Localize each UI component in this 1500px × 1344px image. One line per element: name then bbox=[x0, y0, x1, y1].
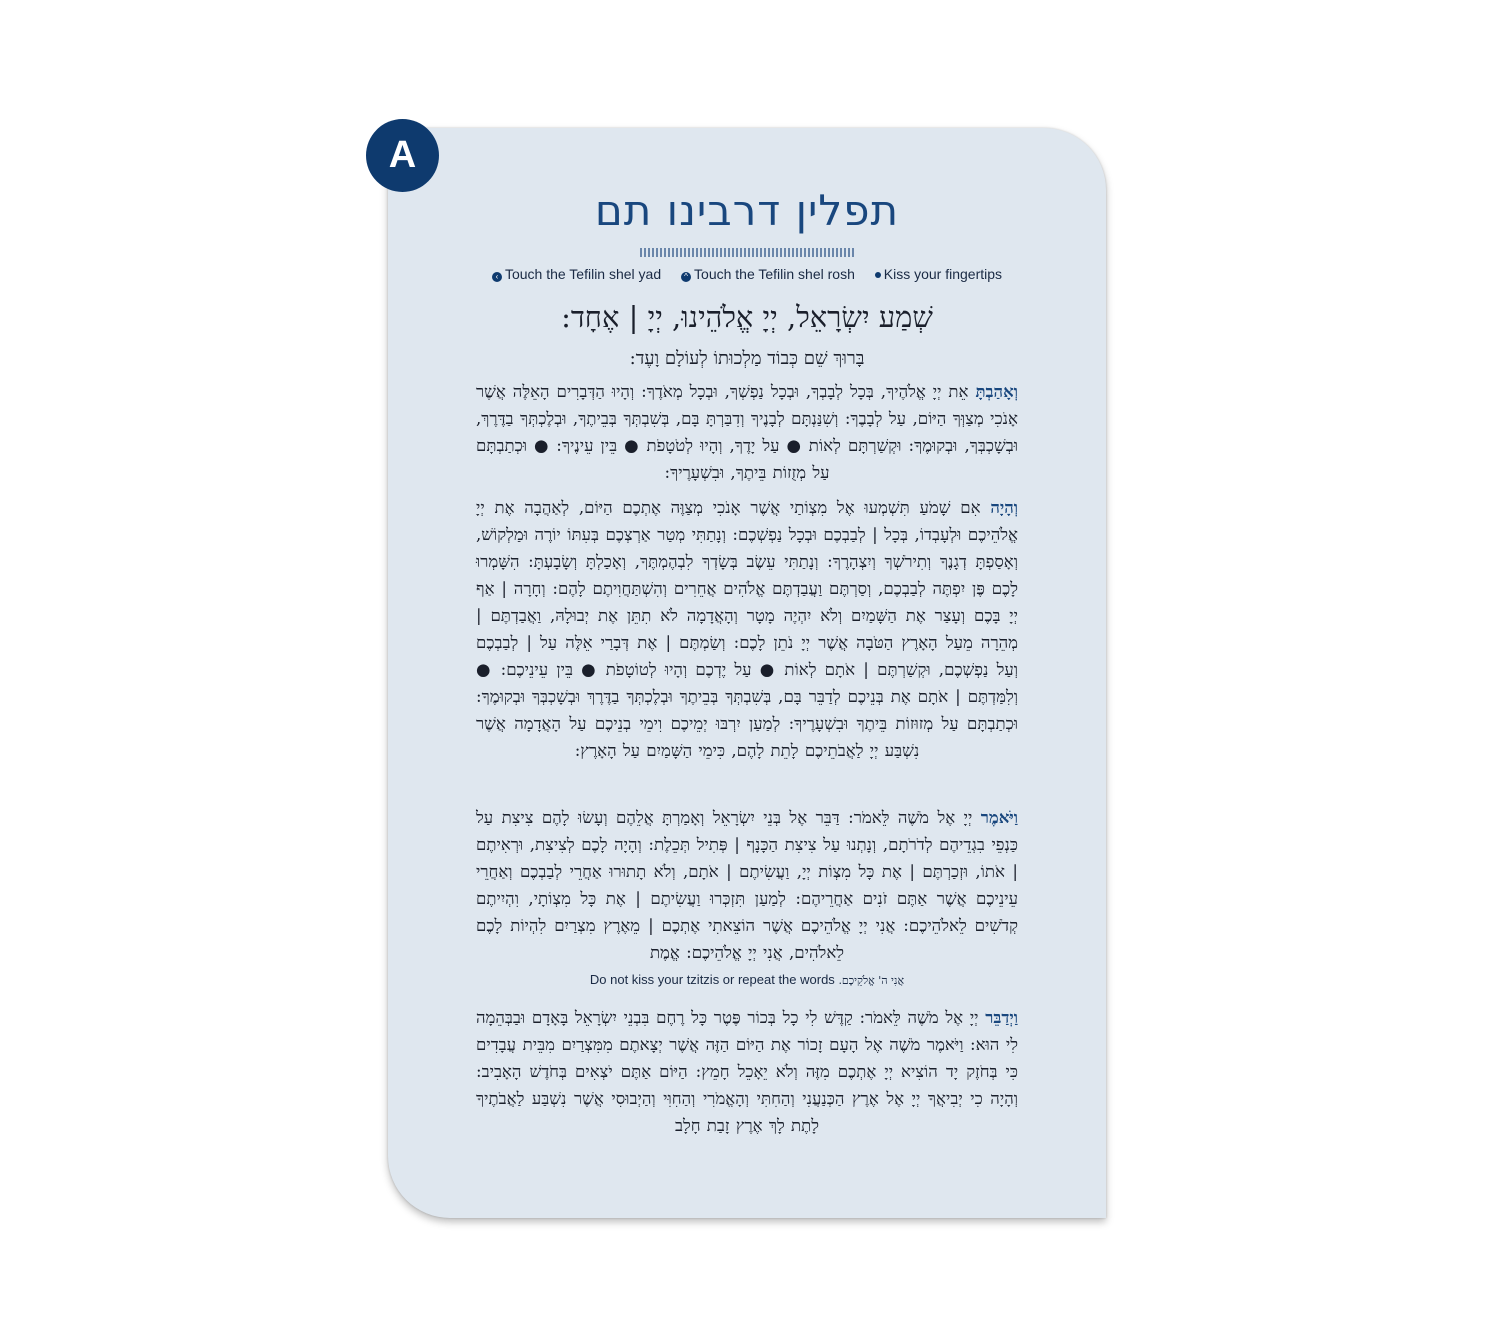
arrow-up-icon: ^ bbox=[681, 272, 691, 282]
paragraph-lead: וַיֹּאמֶר bbox=[980, 807, 1018, 827]
paragraph-vayomer bbox=[476, 804, 1018, 966]
shema-line: שְׁמַע יִשְׂרָאֵל, יְיָ אֱלֹהֵינוּ, יְיָ | אֶחָד: bbox=[561, 300, 933, 334]
tzitzis-note bbox=[388, 972, 1106, 987]
paragraph-text: יְיָ אֶל מֹשֶׁה לֵּאמֹר: דַּבֵּר אֶל בְּנֵי יִשְׂרָאֵל וְאָמַרְתָּ אֲלֵהֶם וְעָשׂוּ לָהֶם צִיצִת עַל כַּנְפֵי בִגְדֵיהֶם לְדֹרֹתָם, וְנָתְנוּ עַל צִיצִת הַכָּנָף | פְּתִיל תְּכֵלֶת: וְהָיָה לָכֶם לְצִיצִת, וּרְאִיתֶם | אֹתוֹ, וּזְכַרְתֶּם | אֶת כָּל מִצְוֹת יְיָ, וַעֲשִׂיתֶם | אֹתָם, וְלֹא תָתוּרוּ אַחֲרֵי לְבַבְכֶם וְאַחֲרֵי עֵינֵיכֶם אֲשֶׁר אַתֶּם זֹנִים אַחֲרֵיהֶם: לְמַעַן תִּזְכְּרוּ וַעֲשִׂיתֶם | אֶת כָּל מִצְוֹתָי, וִהְיִיתֶם קְדֹשִׁים לֵאלֹהֵיכֶם: אֲנִי יְיָ אֱלֹהֵיכֶם אֲשֶׁר הוֹצֵאתִי אֶתְכֶם | מֵאֶרֶץ מִצְרַיִם לִהְיוֹת לָכֶם לֵאלֹהִים, אֲנִי יְיָ אֱלֹהֵיכֶם: אֱמֶת bbox=[476, 808, 1018, 962]
paragraph-lead: וַיְדַבֵּר bbox=[985, 1007, 1019, 1027]
legend-yad-label: Touch the Tefilin shel yad bbox=[504, 266, 662, 282]
paragraph-text: אִם שָׁמֹעַ תִּשְׁמְעוּ אֶל מִצְוֹתַי אֲשֶׁר אָנֹכִי מְצַוֶּה אֶתְכֶם הַיּוֹם, לְאַהֲבָה אֶת יְיָ אֱלֹהֵיכֶם וּלְעָבְדוֹ, בְּכָל | לְבַבְכֶם וּבְכָל נַפְשְׁכֶם: וְנָתַתִּי מְטַר אַרְצְכֶם בְּעִתּוֹ יוֹרֶה וּמַלְקוֹשׁ, וְאָסַפְתָּ דְגָנֶךָ וְתִירֹשְׁךָ וְיִצְהָרֶךָ: וְנָתַתִּי עֵשֶׂב בְּשָׂדְךָ לִבְהֶמְתֶּךָ, וְאָכַלְתָּ וְשָׂבָעְתָּ: הִשָּׁמְרוּ לָכֶם פֶּן יִפְתֶּה לְבַבְכֶם, וְסַרְתֶּם וַעֲבַדְתֶּם אֱלֹהִים אֲחֵרִים וְהִשְׁתַּחֲוִיתֶם לָהֶם: וְחָרָה | אַף יְיָ בָּכֶם וְעָצַר אֶת הַשָּׁמַיִם וְלֹא יִהְיֶה מָטָר וְהָאֲדָמָה לֹא תִתֵּן אֶת יְבוּלָהּ, וַאֲבַדְתֶּם | מְהֵרָה מֵעַל הָאָרֶץ הַטֹּבָה אֲשֶׁר יְיָ נֹתֵן לָכֶם: וְשַׂמְתֶּם | אֶת דְּבָרַי אֵלֶּה עַל | לְבַבְכֶם וְעַל נַפְשְׁכֶם, וּקְשַׁרְתֶּם | אֹתָם לְאוֹת ● עַל יֶדְכֶם וְהָיוּ לְטוֹטָפֹת ● בֵּין עֵינֵיכֶם: ● וְלִמַּדְתֶּם | אֹתָם אֶת בְּנֵיכֶם לְדַבֵּר בָּם, בְּשִׁבְתְּךָ בְּבֵיתֶךָ וּבְלֶכְתְּךָ בַדֶּרֶךְ וּבְשָׁכְבְּךָ וּבְקוּמֶךָ: וּכְתַבְתָּם עַל מְזוּזוֹת בֵּיתֶךָ וּבִשְׁעָרֶיךָ: לְמַעַן יִרְבּוּ יְמֵיכֶם וִימֵי בְנֵיכֶם עַל הָאֲדָמָה אֲשֶׁר נִשְׁבַּע יְיָ לַאֲבֹתֵיכֶם לָתֵת לָהֶם, כִּימֵי הַשָּׁמַיִם עַל הָאָרֶץ: bbox=[476, 498, 1018, 760]
paragraph-veahavta bbox=[476, 378, 1018, 486]
paragraph-lead: וְאָהַבְתָּ bbox=[975, 381, 1018, 401]
paragraph-lead: וְהָיָה bbox=[990, 497, 1018, 517]
legend-rosh-label: Touch the Tefilin shel rosh bbox=[694, 266, 855, 282]
card-title: תפלין דרבינו תם bbox=[594, 186, 900, 235]
tefilin-card bbox=[388, 128, 1106, 1218]
paragraph-text: יְיָ אֶל מֹשֶׁה לֵּאמֹר: קַדֶּשׁ לִי כָל בְּכוֹר פֶּטֶר כָּל רֶחֶם בִּבְנֵי יִשְׂרָאֵל בָּאָדָם וּבַבְּהֵמָה לִי הוּא: וַיֹּאמֶר מֹשֶׁה אֶל הָעָם זָכוֹר אֶת הַיּוֹם הַזֶּה אֲשֶׁר יְצָאתֶם מִמִּצְרַיִם מִבֵּית עֲבָדִים כִּי בְּחֹזֶק יָד הוֹצִיא יְיָ אֶתְכֶם מִזֶּה וְלֹא יֵאָכֵל חָמֵץ: הַיּוֹם אַתֶּם יֹצְאִים בְּחֹדֶשׁ הָאָבִיב: וְהָיָה כִי יְבִיאֲךָ יְיָ אֶל אֶרֶץ הַכְּנַעֲנִי וְהַחִתִּי וְהָאֱמֹרִי וְהַחִוִּי וְהַיְבוּסִי אֲשֶׁר נִשְׁבַּע לַאֲבֹתֶיךָ לָתֶת לָךְ אֶרֶץ זָבַת חָלָב bbox=[476, 1008, 1018, 1135]
legend-rosh bbox=[681, 266, 859, 282]
baruch-line: בָּרוּךְ שֵׁם כְּבוֹד מַלְכוּתוֹ לְעוֹלָם וָעֶד: bbox=[629, 348, 865, 369]
note-hebrew: אֲנִי ה' אֱלֹקֵיכֶם. bbox=[838, 974, 905, 987]
legend-kiss-label: Kiss your fingertips bbox=[883, 266, 1003, 282]
title-divider bbox=[640, 248, 856, 257]
paragraph-vehaya bbox=[476, 494, 1018, 764]
section-badge: A bbox=[366, 119, 439, 192]
paragraph-vaydaber bbox=[476, 1004, 1018, 1139]
note-text: Do not kiss your tzitzis or repeat the words bbox=[589, 972, 835, 987]
arrow-left-icon: ‹ bbox=[492, 272, 502, 282]
legend-yad bbox=[492, 266, 665, 282]
dot-icon bbox=[875, 272, 881, 278]
paragraph-text: אֵת יְיָ אֱלֹהֶיךָ, בְּכָל לְבָבְךָ, וּבְכָל נַפְשְׁךָ, וּבְכָל מְאֹדֶךָ: וְהָיוּ הַדְּבָרִים הָאֵלֶּה אֲשֶׁר אָנֹכִי מְצַוְּךָ הַיּוֹם, עַל לְבָבֶךָ: וְשִׁנַּנְתָּם לְבָנֶיךָ וְדִבַּרְתָּ בָּם, בְּשִׁבְתְּךָ בְּבֵיתֶךָ, וּבְלֶכְתְּךָ בַדֶּרֶךְ, וּבְשָׁכְבְּךָ, וּבְקוּמֶךָ: וּקְשַׁרְתָּם לְאוֹת ● עַל יָדֶךָ, וְהָיוּ לְטֹטָפֹת ● בֵּין עֵינֶיךָ: ● וּכְתַבְתָּם עַל מְזֻזוֹת בֵּיתֶךָ, וּבִשְׁעָרֶיךָ: bbox=[476, 382, 1018, 482]
legend-kiss bbox=[875, 266, 1002, 282]
legend bbox=[388, 266, 1106, 282]
